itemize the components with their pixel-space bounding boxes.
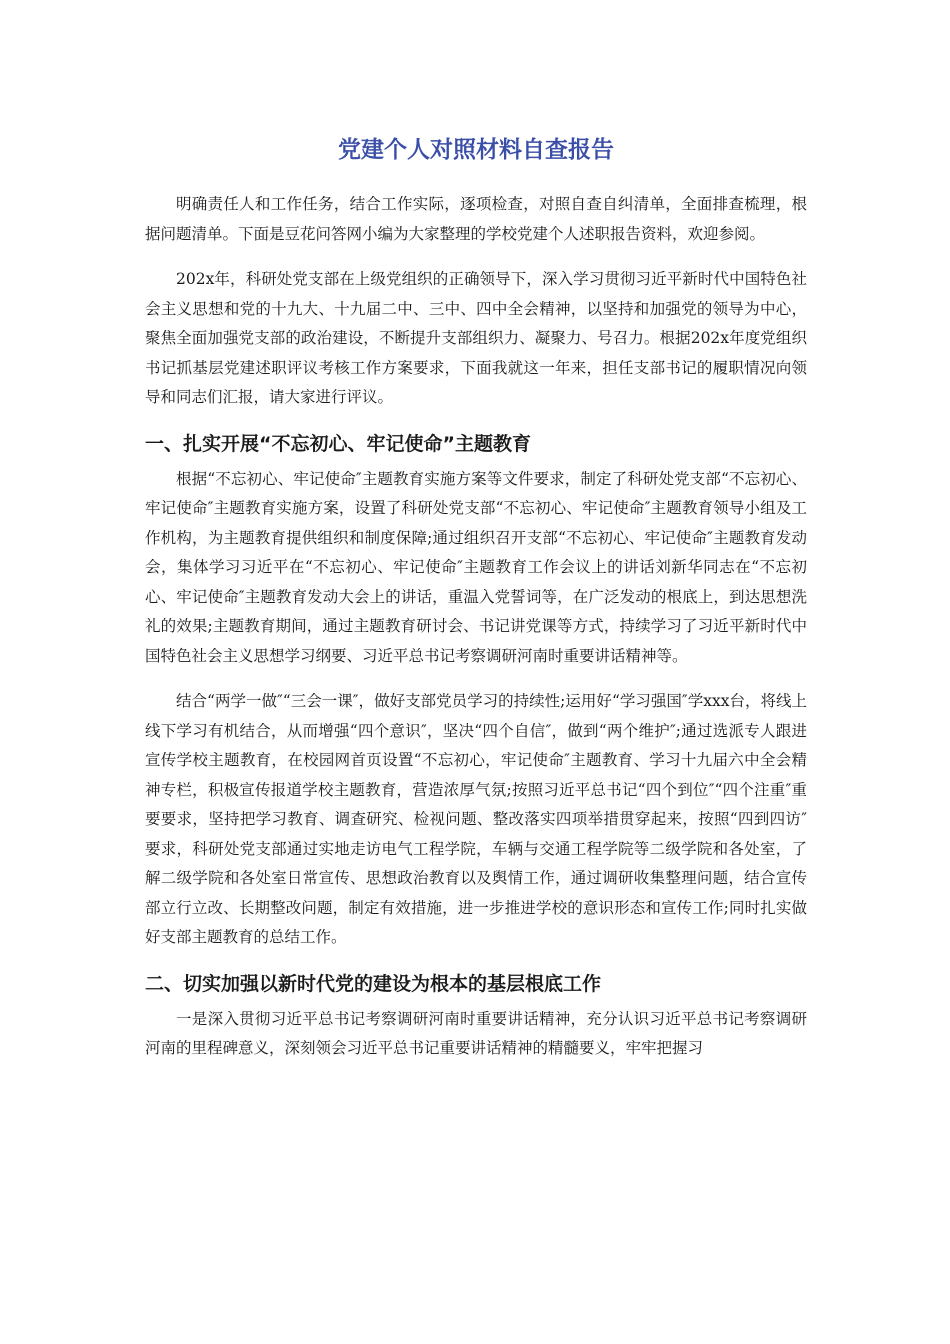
section-2-paragraph-1: 一是深入贯彻习近平总书记考察调研河南时重要讲话精神，充分认识习近平总书记考察调研河南的里程碑意义，深刻领会习近平总书记重要讲话精神的精髓要义，牢牢把握习 [145,1009,807,1057]
document-page [145,128,807,1080]
section-2-heading: 二、切实加强以新时代党的建设为根本的基层根底工作 [145,972,602,995]
document-title: 党建个人对照材料自查报告 [338,137,614,163]
intro-paragraph: 明确责任人和工作任务，结合工作实际，逐项检查，对照自查自纠清单，全面排查梳理，根据问题清单。下面是豆花问答网小编为大家整理的学校党建个人述职报告资料，欢迎参阅。 [145,195,807,243]
section-1-heading: 一、扎实开展“不忘初心、牢记使命”主题教育 [145,432,531,455]
opening-paragraph: 202x年，科研处党支部在上级党组织的正确领导下，深入学习贯彻习近平新时代中国特色社会主义思想和党的十九大、十九届二中、三中、四中全会精神，以坚持和加强党的领导为中心，聚焦全面加强党支部的政治建设，不断提升支部组织力、凝聚力、号召力。根据202x年度党组织书记抓基层党建述职评议考核工作方案要求，下面我就这一年来，担任支部书记的履职情况向领导和同志们汇报，请大家进行评议。 [145,270,807,406]
section-1-paragraph-2: 结合“两学一做″“三会一课″，做好支部党员学习的持续性;运用好“学习强国″学xxx台，将线上线下学习有机结合，从而增强“四个意识″，坚决“四个自信″，做到“两个维护″;通过选派专人跟进宣传学校主题教育，在校园网首页设置“不忘初心，牢记使命″主题教育、学习十九届六中全会精神专栏，积极宣传报道学校主题教育，营造浓厚气氛;按照习近平总书记“四个到位″“四个注重″重要要求，坚持把学习教育、调查研究、检视问题、整改落实四项举措贯穿起来，按照“四到四访″要求，科研处党支部通过实地走访电气工程学院，车辆与交通工程学院等二级学院和各处室，了解二级学院和各处室日常宣传、思想政治教育以及舆情工作，通过调研收集整理问题，结合宣传部立行立改、长期整改问题，制定有效措施，进一步推进学校的意识形态和宣传工作;同时扎实做好支部主题教育的总结工作。 [145,692,807,946]
section-1-paragraph-1: 根据“不忘初心、牢记使命″主题教育实施方案等文件要求，制定了科研处党支部“不忘初心、牢记使命″主题教育实施方案，设置了科研处党支部“不忘初心、牢记使命″主题教育领导小组及工作机构，为主题教育提供组织和制度保障;通过组织召开支部“不忘初心、牢记使命″主题教育发动会，集体学习习近平在“不忘初心、牢记使命″主题教育工作会议上的讲话刘新华同志在“不忘初心、牢记使命″主题教育发动大会上的讲话，重温入党誓词等，在广泛发动的根底上，到达思想洗礼的效果;主题教育期间，通过主题教育研讨会、书记讲党课等方式，持续学习了习近平新时代中国特色社会主义思想学习纲要、习近平总书记考察调研河南时重要讲话精神等。 [145,469,807,665]
